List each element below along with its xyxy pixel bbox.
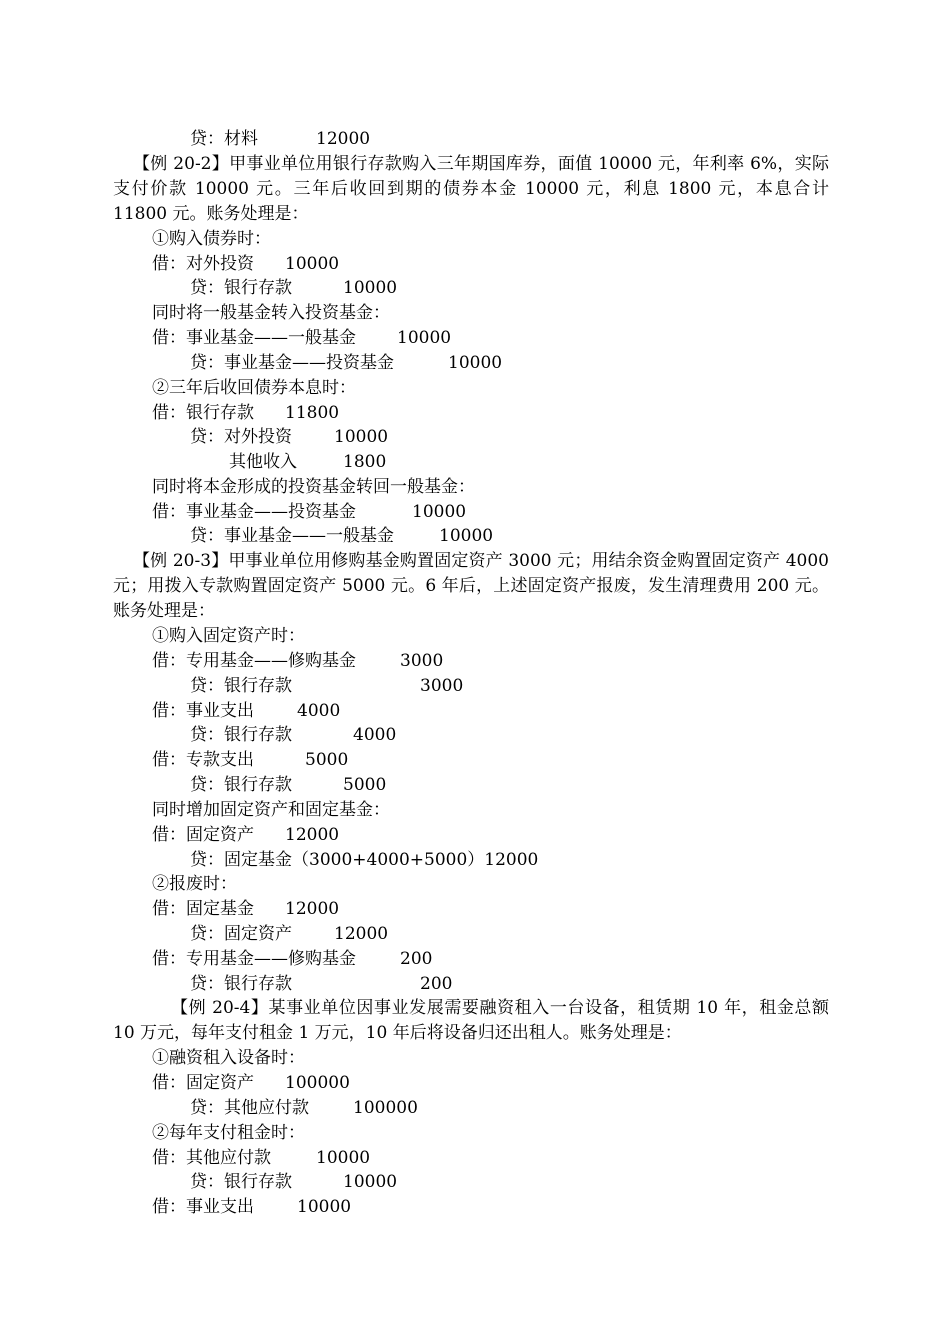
entry-text: 借：固定资产 <box>152 825 254 845</box>
example-label: 【例 20-2】 <box>133 154 230 174</box>
entry-text: 借：银行存款 <box>152 403 254 423</box>
entry-amount: 200 <box>400 949 433 969</box>
entry-amount: 10000 <box>297 1197 352 1217</box>
entry-amount: 10000 <box>412 502 467 522</box>
entry-text: ②报废时： <box>152 874 237 894</box>
entry-amount: 12000 <box>334 924 389 944</box>
entry-line <box>0 723 950 748</box>
entry-text: 借：其他应付款 <box>152 1148 271 1168</box>
entry-text: ①购入债券时： <box>152 229 271 249</box>
entry-amount: 12000 <box>316 129 371 149</box>
entry-line <box>0 376 950 401</box>
entry-amount: 200 <box>420 974 453 994</box>
entry-amount: 3000 <box>400 651 444 671</box>
entry-amount: 10000 <box>285 254 340 274</box>
entry-line <box>0 1046 950 1071</box>
entry-amount: 1800 <box>343 452 387 472</box>
entry-amount: 10000 <box>316 1148 371 1168</box>
entry-text: 借：事业基金——投资基金 <box>152 502 356 522</box>
entry-amount: 10000 <box>334 427 389 447</box>
entry-line <box>0 1096 950 1121</box>
entry-text: ①购入固定资产时： <box>152 626 305 646</box>
entry-text: 贷：银行存款 <box>190 676 292 696</box>
entry-line <box>0 127 950 152</box>
entry-text: 借：对外投资 <box>152 254 254 274</box>
entry-line <box>0 524 950 549</box>
example-text: 甲事业单位用修购基金购置固定资产 3000 元；用结余资金购置固定资产 4000 元；用拨入专款购置固定资产 5000 元。6 年后，上述固定资产报废，发生清理费用 200 元。账务处理是： <box>113 551 829 621</box>
entry-line <box>0 947 950 972</box>
entry-text: 贷：银行存款 <box>190 725 292 745</box>
entry-text: 贷：事业基金——投资基金 <box>190 353 394 373</box>
example-paragraph <box>113 549 829 624</box>
entry-line <box>0 922 950 947</box>
entry-line <box>0 1121 950 1146</box>
entry-amount: 10000 <box>397 328 452 348</box>
entry-text: 借：专用基金——修购基金 <box>152 651 356 671</box>
entry-line <box>0 748 950 773</box>
entry-line <box>0 649 950 674</box>
entry-line <box>0 326 950 351</box>
entry-text: 同时增加固定资产和固定基金： <box>152 800 390 820</box>
entry-amount: 100000 <box>285 1073 350 1093</box>
entry-line <box>0 674 950 699</box>
entry-text: 贷：其他应付款 <box>190 1098 309 1118</box>
entry-line <box>0 351 950 376</box>
entry-line <box>0 1146 950 1171</box>
entry-text: 贷：银行存款 <box>190 974 292 994</box>
entry-line <box>0 773 950 798</box>
entry-line <box>0 227 950 252</box>
entry-line <box>0 475 950 500</box>
entry-line <box>0 872 950 897</box>
example-paragraph <box>113 152 829 227</box>
entry-text: 借：事业支出 <box>152 701 254 721</box>
entry-text: 借：事业基金——一般基金 <box>152 328 356 348</box>
entry-line <box>0 798 950 823</box>
entry-amount: 10000 <box>448 353 503 373</box>
entry-amount: 4000 <box>353 725 397 745</box>
entry-text: 借：专款支出 <box>152 750 254 770</box>
entry-text: ①融资租入设备时： <box>152 1048 305 1068</box>
entry-line <box>0 972 950 997</box>
example-label: 【例 20-4】 <box>171 998 269 1018</box>
entry-text: 贷：材料 <box>190 129 258 149</box>
entry-amount: 3000 <box>420 676 464 696</box>
entry-text: 借：固定资产 <box>152 1073 254 1093</box>
entry-text: 其他收入 <box>229 452 297 472</box>
entry-line <box>0 1195 950 1220</box>
entry-text: 贷：对外投资 <box>190 427 292 447</box>
entry-line <box>0 401 950 426</box>
entry-text: 贷：银行存款 <box>190 1172 292 1192</box>
entry-amount: 100000 <box>353 1098 418 1118</box>
entry-line <box>0 500 950 525</box>
example-text: 甲事业单位用银行存款购入三年期国库券，面值 10000 元，年利率 6%，实际支付价款 10000 元。三年后收回到期的债券本金 10000 元，利息 1800 元，本息合计 11800 元。账务处理是： <box>113 154 829 224</box>
entry-amount: 5000 <box>305 750 349 770</box>
entry-line <box>0 624 950 649</box>
entry-line <box>0 699 950 724</box>
example-paragraph <box>113 996 829 1046</box>
entry-amount: 5000 <box>343 775 387 795</box>
entry-text: 贷：银行存款 <box>190 775 292 795</box>
entry-text: ②三年后收回债券本息时： <box>152 378 356 398</box>
entry-line <box>0 1170 950 1195</box>
entry-amount: 12000 <box>285 825 340 845</box>
entry-text: ②每年支付租金时： <box>152 1123 305 1143</box>
entry-line <box>0 252 950 277</box>
entry-line <box>0 823 950 848</box>
example-text: 某事业单位因事业发展需要融资租入一台设备，租赁期 10 年，租金总额 10 万元，每年支付租金 1 万元，10 年后将设备归还出租人。账务处理是： <box>113 998 829 1043</box>
entry-amount: 11800 <box>285 403 340 423</box>
entry-amount: 10000 <box>343 1172 398 1192</box>
entry-line <box>0 897 950 922</box>
entry-line <box>0 425 950 450</box>
entry-line <box>0 301 950 326</box>
entry-text: 贷：固定基金（3000+4000+5000）12000 <box>190 850 539 870</box>
entry-text: 贷：银行存款 <box>190 278 292 298</box>
entry-line <box>0 848 950 873</box>
entry-line <box>0 276 950 301</box>
entry-amount: 10000 <box>439 526 494 546</box>
entry-text: 同时将一般基金转入投资基金： <box>152 303 390 323</box>
entry-amount: 4000 <box>297 701 341 721</box>
entry-text: 借：专用基金——修购基金 <box>152 949 356 969</box>
entry-text: 贷：事业基金——一般基金 <box>190 526 394 546</box>
entry-line <box>0 450 950 475</box>
entry-amount: 10000 <box>343 278 398 298</box>
example-label: 【例 20-3】 <box>133 551 229 571</box>
entry-text: 借：固定基金 <box>152 899 254 919</box>
entry-text: 借：事业支出 <box>152 1197 254 1217</box>
entry-text: 贷：固定资产 <box>190 924 292 944</box>
entry-amount: 12000 <box>285 899 340 919</box>
entry-text: 同时将本金形成的投资基金转回一般基金： <box>152 477 475 497</box>
entry-line <box>0 1071 950 1096</box>
